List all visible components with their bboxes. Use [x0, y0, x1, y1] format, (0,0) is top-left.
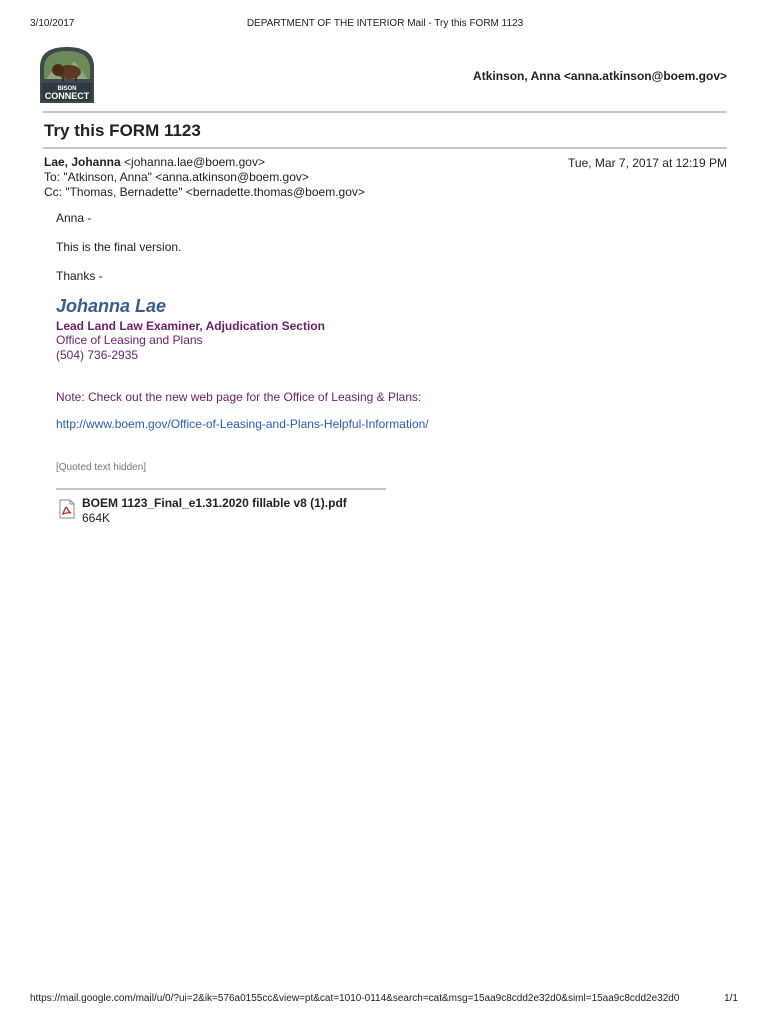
account-email: Atkinson, Anna <anna.atkinson@boem.gov>	[473, 69, 727, 83]
bison-connect-logo	[36, 43, 98, 105]
sender-email: <johanna.lae@boem.gov>	[124, 155, 265, 169]
recipient-cc: Cc: "Thomas, Bernadette" <bernadette.thomas@boem.gov>	[44, 185, 365, 199]
logo-line1: BISON	[57, 86, 77, 92]
sender-line	[44, 155, 265, 170]
body-greeting: Anna -	[56, 211, 92, 225]
print-page-number: 1/1	[724, 993, 738, 1004]
message-date: Tue, Mar 7, 2017 at 12:19 PM	[568, 156, 727, 170]
body-closing: Thanks -	[56, 269, 103, 283]
note-text: Note: Check out the new web page for the Office of Leasing & Plans:	[56, 390, 422, 404]
recipient-to: To: "Atkinson, Anna" <anna.atkinson@boem.gov>	[44, 170, 309, 184]
signature-title: Lead Land Law Examiner, Adjudication Section	[56, 319, 325, 333]
header-divider	[43, 111, 727, 113]
attachment-divider	[56, 488, 386, 490]
sender-name: Lae, Johanna	[44, 155, 121, 169]
signature-name: Johanna Lae	[56, 296, 167, 316]
signature-office: Office of Leasing and Plans	[56, 333, 203, 347]
attachment-name[interactable]: BOEM 1123_Final_e1.31.2020 fillable v8 (1).pdf	[82, 496, 347, 510]
quoted-text-toggle[interactable]: [Quoted text hidden]	[56, 462, 147, 473]
attachment-size: 664K	[82, 511, 111, 525]
signature-phone: (504) 736-2935	[56, 348, 139, 362]
print-title: DEPARTMENT OF THE INTERIOR Mail - Try this FORM 1123	[246, 18, 524, 29]
logo-line2: CONNECT	[44, 91, 90, 101]
bison-logo-icon	[36, 43, 98, 105]
print-date: 3/10/2017	[30, 18, 75, 29]
pdf-file-icon[interactable]	[58, 499, 76, 519]
print-footer-url: https://mail.google.com/mail/u/0/?ui=2&ik=576a0155cc&view=pt&cat=1010-0114&search=cat&msg=15aa9c8cdd2e32d0&siml=15aa9c8cdd2e32d0	[30, 993, 680, 1004]
subject-divider	[43, 147, 727, 149]
body-line: This is the final version.	[56, 240, 182, 254]
helpful-info-link[interactable]: http://www.boem.gov/Office-of-Leasing-and-Plans-Helpful-Information/	[56, 417, 429, 431]
message-subject: Try this FORM 1123	[44, 121, 201, 140]
